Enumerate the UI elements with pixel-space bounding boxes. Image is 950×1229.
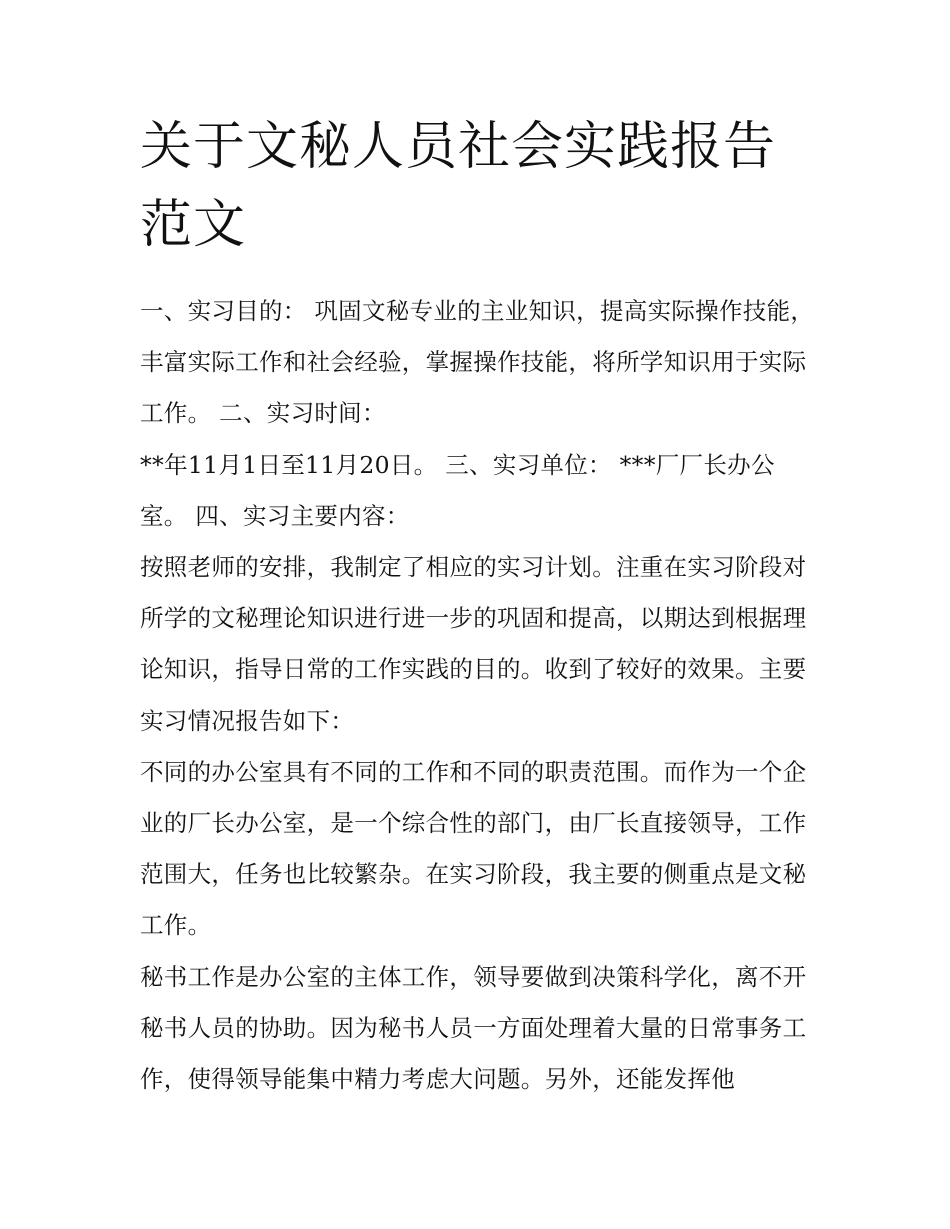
paragraph-time-unit-content: **年11月1日至11月20日。 三、实习单位： ***厂厂长办公室。 四、实习主要内容： [140,450,775,530]
paragraph-office-scope: 不同的办公室具有不同的工作和不同的职责范围。而作为一个企业的厂长办公室，是一个综合性的部门，由厂长直接领导，工作范围大，任务也比较繁杂。在实习阶段，我主要的侧重点是文秘工作。 [140,757,807,940]
document-page [140,108,820,1105]
document-body [140,286,820,1105]
paragraph-secretary-work: 秘书工作是办公室的主体工作，领导要做到决策科学化，离不开秘书人员的协助。因为秘书人员一方面处理着大量的日常事务工作，使得领导能集中精力考虑大问题。另外，还能发挥他 [140,962,807,1094]
paragraph-plan: 按照老师的安排，我制定了相应的实习计划。注重在实习阶段对所学的文秘理论知识进行进一步的巩固和提高，以期达到根据理论知识，指导日常的工作实践的目的。收到了较好的效果。主要实习情况报告如下： [140,553,807,735]
document-title: 关于文秘人员社会实践报告范文 [140,117,777,255]
paragraph-purpose-time: 一、实习目的： 巩固文秘专业的主业知识，提高实际操作技能，丰富实际工作和社会经验，掌握操作技能，将所学知识用于实际工作。 二、实习时间： [140,297,815,428]
